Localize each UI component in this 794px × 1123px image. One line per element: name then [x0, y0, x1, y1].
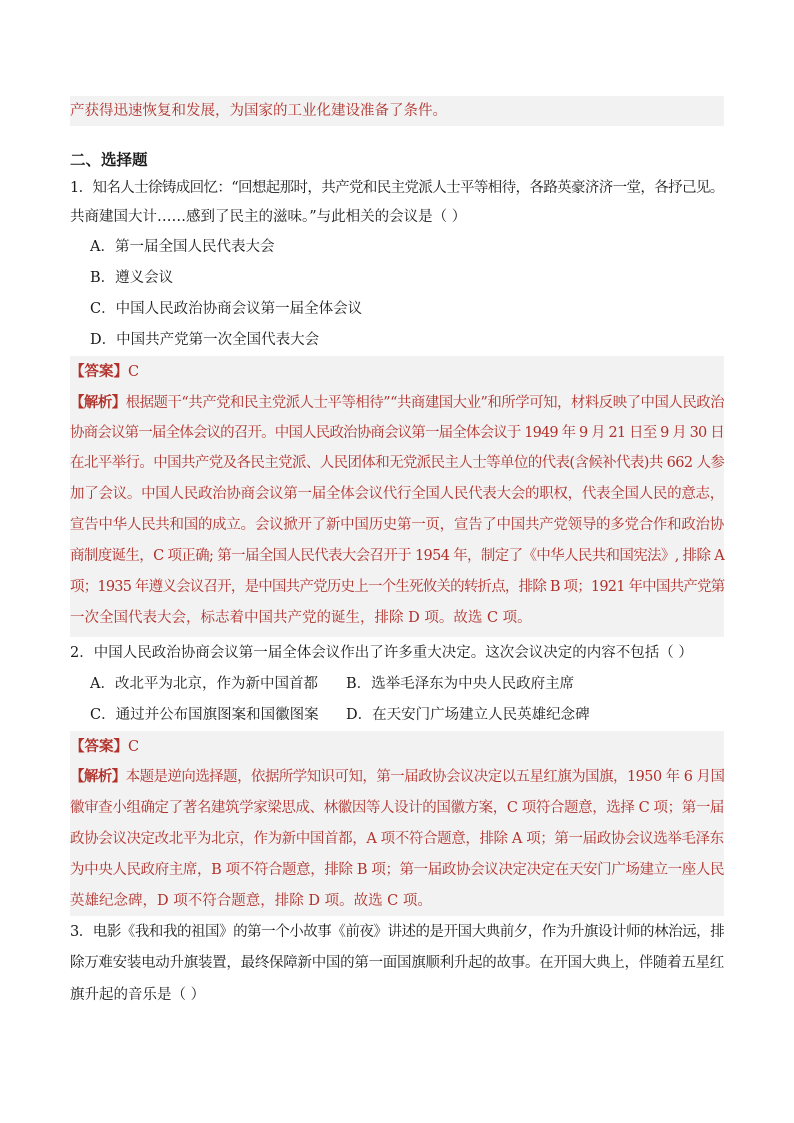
q2-analysis-text-1: 本题是逆向选择题，依据所学知识可知，第一届政协会议决定以五星红旗为国旗，1950 年 6 月国: [125, 769, 725, 785]
q1-answer-value: C: [128, 364, 140, 380]
analysis-continuation: 产获得迅速恢复和发展，为国家的工业化建设准备了条件。: [70, 103, 447, 119]
q1-analysis-line-5: 宣告中华人民共和国的成立。会议掀开了新中国历史第一页，宣告了中国共产党领导的多党合作和政治协: [70, 517, 724, 533]
q1-answer: [70, 362, 139, 382]
section-title: 二、选择题: [70, 151, 148, 169]
q2-option-a: A．改北平为北京，作为新中国首都: [90, 676, 318, 692]
q2-option-c: C．通过并公布国旗图案和国徽图案: [90, 707, 319, 723]
q2-option-b: B．选举毛泽东为中央人民政府主席: [346, 676, 575, 692]
q2-analysis-tag: 【解析】: [70, 768, 126, 785]
q1-analysis-line-1: [70, 393, 724, 413]
q1-analysis-line-3: 在北平举行。中国共产党及各民主党派、人民团体和无党派民主人士等单位的代表(含候补代表)共 662 人参: [70, 455, 725, 471]
q1-stem-line-1: 1．知名人士徐铸成回忆：“回想起那时，共产党和民主党派人士平等相待，各路英豪济济一堂，各抒己见。: [70, 180, 724, 196]
q2-analysis-line-4: 为中央人民政府主席，B 项不符合题意，排除 B 项；第一届政协会议决定决定在天安门广场建立一座人民: [70, 862, 725, 878]
q3-stem-line-1: 3．电影《我和我的祖国》的第一个小故事《前夜》讲述的是开国大典前夕，作为升旗设计师的林治远，排: [70, 924, 725, 940]
q3-stem-line-3: 旗升起的音乐是（ ）: [70, 987, 206, 1003]
q2-stem: 2．中国人民政治协商会议第一届全体会议作出了许多重大决定。这次会议决定的内容不包括（ ）: [70, 645, 693, 661]
q2-analysis-line-1: [70, 767, 724, 787]
q2-answer-value: C: [128, 739, 140, 755]
q1-analysis-line-6: 商制度诞生，C 项正确; 第一届全国人民代表大会召开于 1954 年，制定了《中华人民共和国宪法》, 排除 A: [70, 548, 725, 564]
q1-analysis-tag: 【解析】: [70, 394, 126, 411]
q2-analysis-line-5: 英雄纪念碑，D 项不符合题意，排除 D 项。故选 C 项。: [70, 893, 432, 909]
q2-analysis-line-3: 政协会议决定改北平为北京，作为新中国首都，A 项不符合题意，排除 A 项；第一届政协会议选举毛泽东: [70, 831, 724, 847]
q1-option-b: B．遵义会议: [90, 270, 174, 286]
q1-stem-line-2: 共商建国大计……感到了民主的滋味。”与此相关的会议是（ ）: [70, 209, 467, 225]
q1-analysis-line-2: 协商会议第一届全体会议的召开。中国人民政治协商会议第一届全体会议于 1949 年 9 月 21 日至 9 月 30 日: [70, 425, 724, 441]
q3-stem-line-2: 除万难安装电动升旗装置，最终保障新中国的第一面国旗顺利升起的故事。在开国大典上，伴随着五星红: [70, 955, 724, 971]
q1-option-c: C．中国人民政治协商会议第一届全体会议: [90, 301, 363, 317]
q1-option-a: A．第一届全国人民代表大会: [90, 239, 275, 255]
q1-answer-tag: 【答案】: [70, 363, 128, 380]
q1-analysis-line-4: 加了会议。中国人民政治协商会议第一届全体会议代行全国人民代表大会的职权，代表全国人民的意志，: [70, 486, 724, 502]
q2-analysis-line-2: 徽审查小组确定了著名建筑学家梁思成、林徽因等人设计的国徽方案，C 项符合题意，选择 C 项；第一届: [70, 800, 725, 816]
q1-analysis-text-1: 根据题干“共产党和民主党派人士平等相待”“共商建国大业”和所学可知，材料反映了中国人民政治: [125, 395, 725, 411]
q2-option-d: D．在天安门广场建立人民英雄纪念碑: [346, 707, 590, 723]
q1-analysis-line-8: 一次全国代表大会，标志着中国共产党的诞生，排除 D 项。故选 C 项。: [70, 610, 532, 626]
q2-answer-tag: 【答案】: [70, 738, 128, 755]
q2-answer-shade: [70, 731, 724, 916]
q1-option-d: D．中国共产党第一次全国代表大会: [90, 332, 320, 348]
q1-analysis-line-7: 项；1935 年遵义会议召开，是中国共产党历史上一个生死攸关的转折点，排除 B 项；1921 年中国共产党第: [70, 579, 725, 595]
q2-answer: [70, 737, 139, 757]
